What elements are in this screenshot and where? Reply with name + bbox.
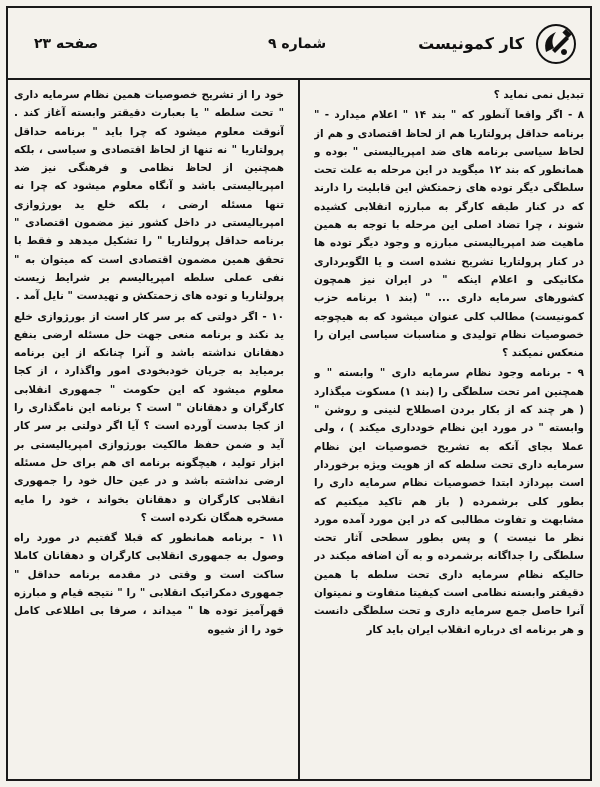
publication-title: کار کمونیست [418, 34, 524, 53]
hammer-and-sickle-icon [534, 22, 578, 66]
paragraph: ۹ - برنامه وجود نظام سرمایه داری " وابسته " و همچنین امر تحت سلطگی را (بند ۱) مسکوت میگذارد ( هر چند که از بکار بردن اصطلاح لنینی و روشن " وابسته " در مورد این نظام خودداری میکند ) ، ولی عملا بجای آنکه به تشریح خصوصیات این نظام سرمایه داری تحت سلطه که از هویت ویژه برخوردار است بپردازد ابتدا خصوصیات نظام سرمایه داری را بطور کلی برشمرده ( باز هم تاکید میکنیم که مشابهت و تفاوت مطالبی که در این مورد آمده مورد نظر ما نیست ) و پس بطور سطحی آثار تحت سلطگی را جداگانه برشمرده و به آن اضافه میکند در حالیکه نظام سرمایه داری تحت سلطه با همین دقیقتر وابسته نظامی است کیفیتا متفاوت و نمیتوان آنرا حاصل جمع سرمایه داری و تحت سلطگی دانست و هر برنامه ای درباره انقلاب ایران باید کار [314, 367, 584, 636]
paragraph: ۱۰ - اگر دولتی که بر سر کار است از بورژوازی خلع ید نکند و برنامه منعی جهت حل مسئله ارضی بنفع دهقانان نداشته باشد و آنرا چنانکه از این برنامه برمیاید به جریان خودبخودی امور واگذارد ، از کجا معلوم میشود که این حکومت " جمهوری انقلابی کارگران و دهقانان " است ؟ برنامه این نامگذاری را از کجا بدست آورده است ؟ آیا اگر دولتی بر سر کار آید و ضمن حفظ مالکیت بورژوازی امپریالیستی بر ابزار تولید ، هیچگونه برنامه ای هم برای حل مسئله ارضی نداشته باشد و در عین حال خود را جمهوری انقلابی کارگران و دهقانان بخواند ، خود را مایه مسخره همگان نکرده است ؟ [14, 310, 284, 524]
paragraph: ۱۱ - برنامه همانطور که قبلا گفتیم در مورد راه وصول به جمهوری انقلابی کارگران و دهقانان کاملا ساکت است و وقتی در مقدمه برنامه حداقل " جمهوری دمکراتیک انقلابی " را " نتیجه قیام و مبارزه قهرآمیز توده ها " میداند ، صرفا بی اطلاعی کامل خود را از شیوه [14, 532, 284, 636]
column-divider [298, 80, 300, 780]
right-column [314, 86, 584, 776]
paragraph: تبدیل نمی نماید ؟ [493, 89, 584, 101]
paragraph: ۸ - اگر واقعا آنطور که " بند ۱۴ " اعلام میدارد - " برنامه حداقل پرولتاریا هم از لحاظ اقتصادی و هم از لحاظ سیاسی برنامه های ضد امپریالیستی " بوده و همانطور که بند ۱۲ میگوید در این مرحله به علت تحت سلطگی دیگر توده های زحمتکش این قابلیت را دارند که در کنار طبقه کارگر به مبارزه انقلابی کشیده شوند ، چرا تضاد اصلی این مرحله با توجه به همین ماهیت ضد امپریالیستی مبارزه و وجود دیگر توده ها در کنار پرولتاریا تشریح نشده است و یا الگوبرداری مکانیکی و اعلام اینکه " در ایران نیز همچون کشورهای سرمایه داری ... " (بند ۱ برنامه حزب کمونیست) مطالب کلی عنوان میشود که به هیچوجه خصوصیات نظام تولیدی و مناسبات سیاسی ایران را منعکس نمیکند ؟ [314, 109, 584, 360]
page-number: صفحه ۲۳ [34, 36, 99, 52]
paragraph: خود را از تشریح خصوصیات همین نظام سرمایه داری " تحت سلطه " یا بعبارت دقیقتر وابسته آغاز کند . آنوقت معلوم میشود که چرا باید " برنامه حداقل پرولتاریا " نه تنها از لحاظ اقتصادی و سیاسی ، بلکه همچنین از لحاظ نظامی و فرهنگی نیز ضد امپریالیستی باشد و آنگاه معلوم میشود که چرا نه تنها مسئله ارضی ، بلکه خلع ید بورژوازی امپریالیستی در داخل کشور نیز مضمون اقتصادی " برنامه حداقل پرولتاریا " را تشکیل میدهد و فقط با تحقق همین مضمون اقتصادی است که میتوان به " نفی عملی سلطه امپریالیسم بر شرایط زیست پرولتاریا و توده های زحمتکش و تهیدست " نایل آمد . [14, 89, 284, 303]
left-column [14, 86, 284, 776]
issue-number: شماره ۹ [268, 36, 327, 52]
masthead [8, 8, 590, 80]
